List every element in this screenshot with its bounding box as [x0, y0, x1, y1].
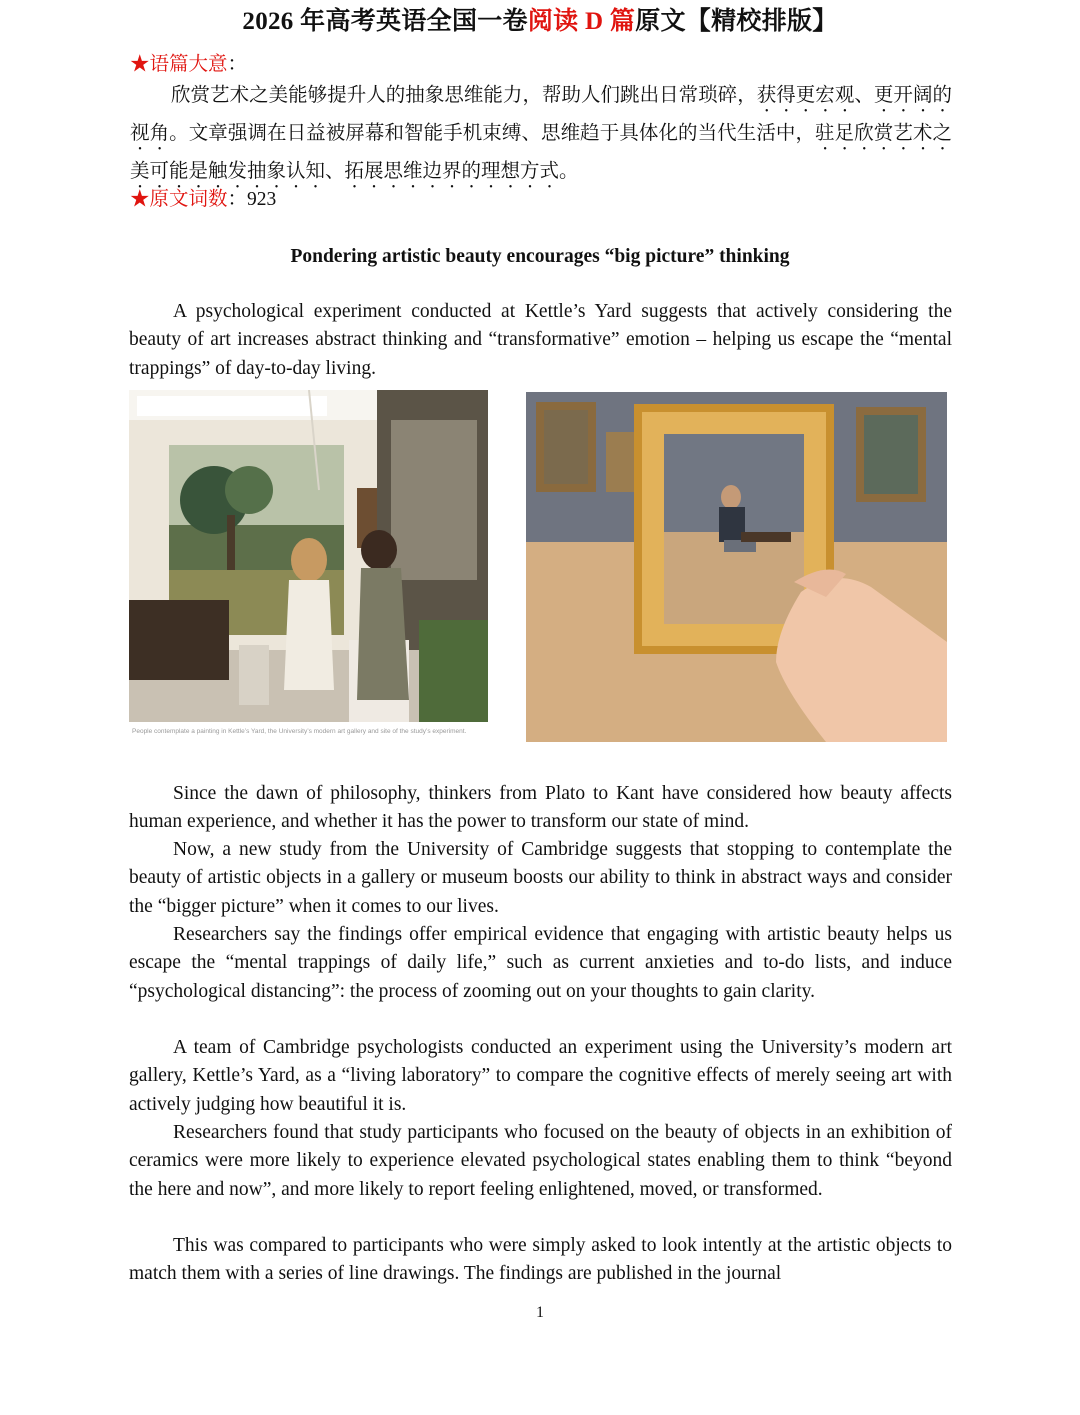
- page-title: [0, 6, 1080, 38]
- body-paragraph: Since the dawn of philosophy, thinkers from Plato to Kant have considered how beauty affects human experience, and whether it has the power to transform our state of mind.: [129, 783, 952, 833]
- photo-caption: People contemplate a painting in Kettle’s Yard, the University’s modern art gallery and site of the study’s experiment.: [132, 728, 467, 735]
- frame-photo: [526, 392, 947, 742]
- gallery-photo: [129, 390, 488, 722]
- page-number: 1: [536, 1304, 544, 1321]
- word-count-label: 原文词数: [149, 189, 228, 210]
- summary-label: 语篇大意: [149, 54, 228, 75]
- article-title: Pondering artistic beauty encourages “big picture” thinking: [290, 246, 790, 267]
- summary-text: [130, 79, 952, 193]
- body-paragraph: Researchers found that study participants who focused on the beauty of objects in an exhibition of ceramics were more likely to experience elevated psychological states enabling them to think “beyond the here and now”, and more likely to report feeling enlightened, moved, or transformed.: [129, 1122, 952, 1200]
- word-count-value: 923: [247, 189, 277, 210]
- summary-emph2: 更开阔的视角: [130, 85, 952, 144]
- summary-line1: 欣赏艺术之美能够提升人的抽象思维能力，帮助人们跳出日常琐碎，: [171, 85, 757, 106]
- summary-end: 。: [559, 161, 579, 182]
- star-icon: ★: [130, 54, 150, 75]
- intro-paragraph: A psychological experiment conducted at Kettle’s Yard suggests that actively considering the beauty of art increases abstract thinking and “transformative” emotion – helping us escape the “mental trappings” of day-to-day living.: [129, 301, 952, 379]
- summary-line2: 。文章强调在日益被屏幕和智能手机束缚、思维趋于具体化的当代生活中，: [169, 123, 816, 144]
- summary-emph3: 驻足欣赏艺术之美可能是触发抽象认知、拓展思维边界的理想方式: [130, 123, 952, 182]
- title-part-c: 原文【精校排版】: [635, 8, 838, 35]
- word-count-colon: ：: [227, 189, 248, 210]
- body-paragraph: A team of Cambridge psychologists conducted an experiment using the University’s modern art gallery, Kettle’s Yard, as a “living laboratory” to compare the cognitive effects of merely seeing art with actively judging how beautiful it is.: [129, 1037, 952, 1115]
- title-part-b: 阅读 D 篇: [527, 8, 636, 35]
- summary-heading: [130, 48, 952, 82]
- body-paragraph: This was compared to participants who were simply asked to look intently at the artistic objects to match them with a series of line drawings. The findings are published in the journal: [129, 1235, 952, 1285]
- word-count: [130, 183, 952, 217]
- title-part-a: 2026 年高考英语全国一卷: [242, 8, 528, 35]
- body-paragraph: Now, a new study from the University of Cambridge suggests that stopping to contemplate the beauty of artistic objects in a gallery or museum boosts our ability to think in abstract ways and consider the “bigger picture” when it comes to our lives.: [129, 839, 952, 917]
- gallery-illustration: [129, 390, 488, 722]
- star-icon: ★: [130, 189, 150, 210]
- frame-illustration: [526, 392, 947, 742]
- summary-emph1: 获得更宏观、: [756, 85, 874, 106]
- body-paragraph: Researchers say the findings offer empirical evidence that engaging with artistic beauty helps us escape the “mental trappings of daily life,” such as current anxieties and to-do lists, and induce “psychological distancing”: the process of zooming out on your thoughts to gain clarity.: [129, 924, 952, 1002]
- summary-colon: ：: [227, 54, 248, 75]
